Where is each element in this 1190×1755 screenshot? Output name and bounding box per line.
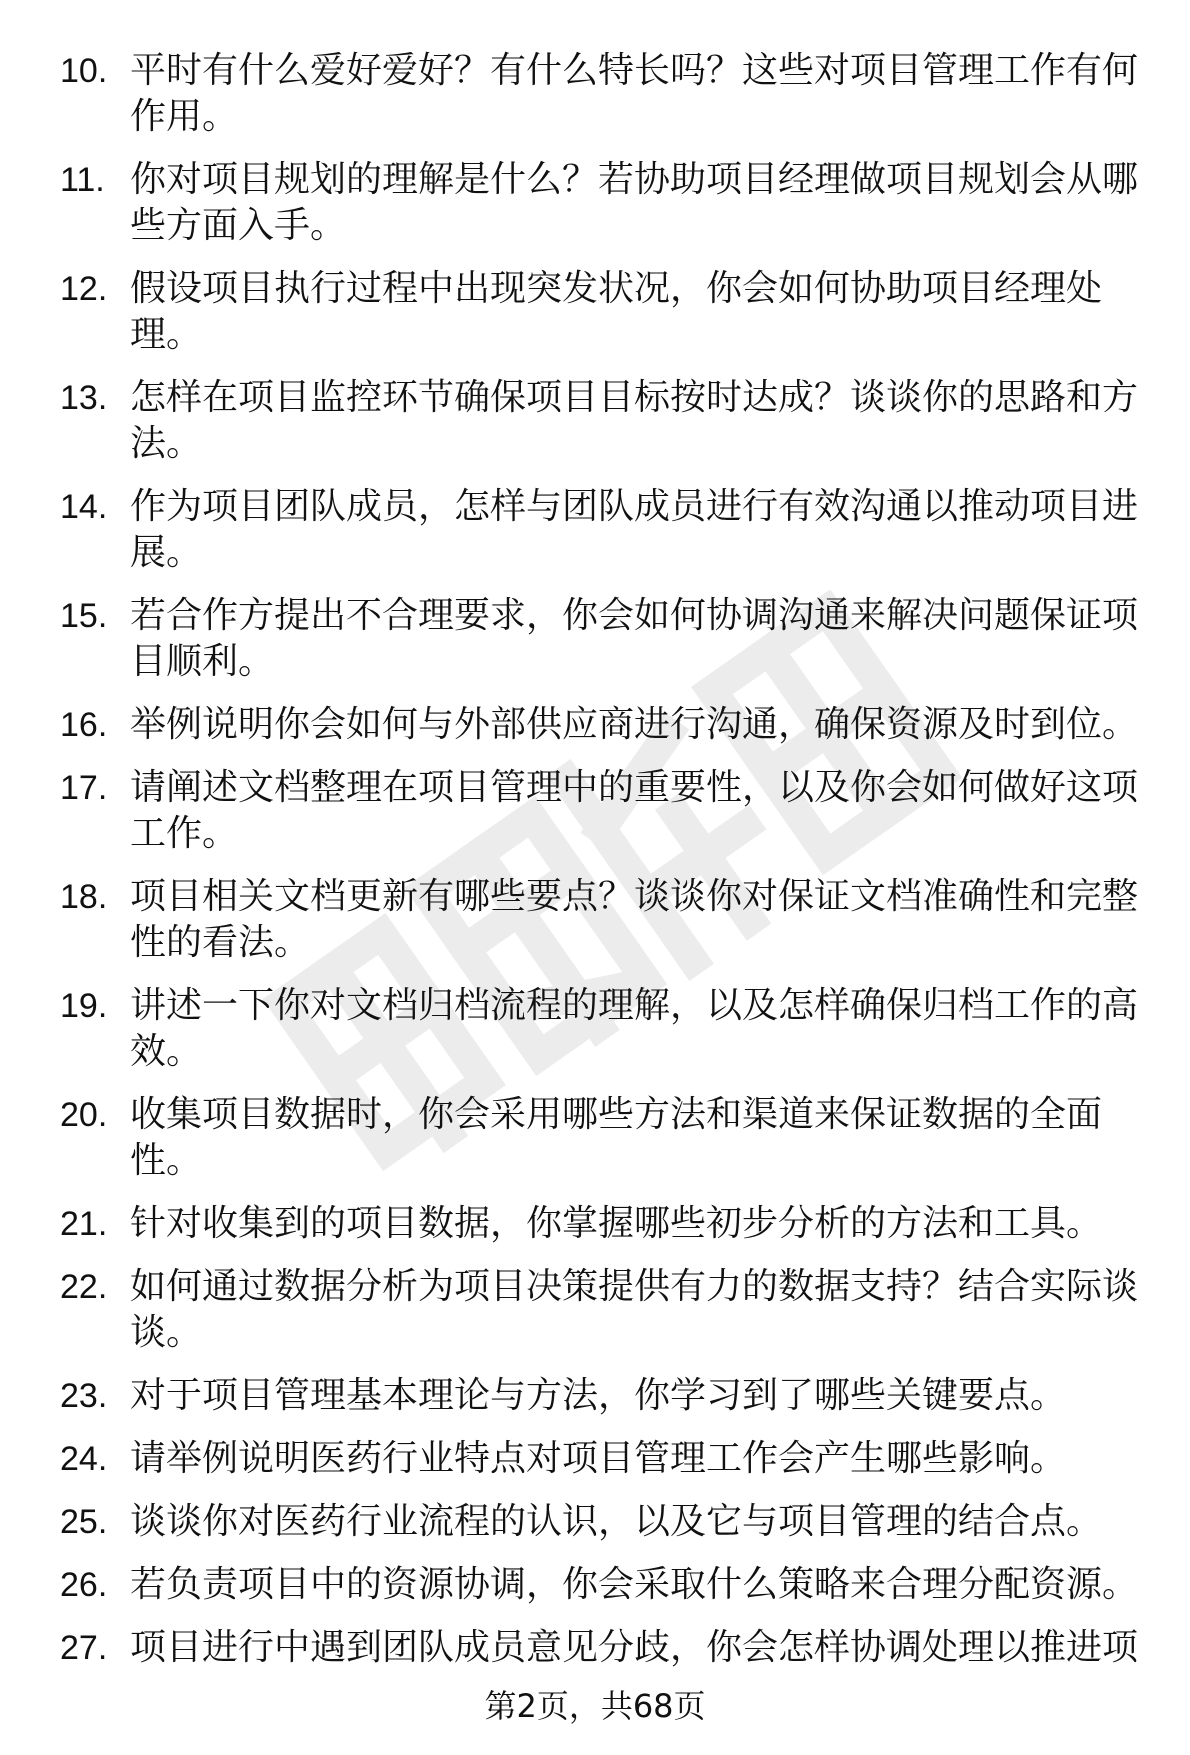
question-text: 若合作方提出不合理要求，你会如何协调沟通来解决问题保证项目顺利。 (130, 595, 1139, 682)
question-text: 请举例说明医药行业特点对项目管理工作会产生哪些影响。 (130, 1438, 1067, 1479)
question-number: 16. (60, 706, 108, 744)
question-text: 举例说明你会如何与外部供应商进行沟通，确保资源及时到位。 (130, 704, 1139, 745)
question-number: 25. (60, 1503, 108, 1541)
list-item (0, 765, 1190, 857)
list-item (0, 484, 1190, 576)
question-text: 若负责项目中的资源协调，你会采取什么策略来合理分配资源。 (130, 1564, 1139, 1605)
question-number: 26. (60, 1566, 108, 1604)
question-number: 18. (60, 878, 108, 916)
list-item (0, 874, 1190, 966)
list-item (0, 157, 1190, 249)
page-footer: 第2页，共68页 (484, 1687, 706, 1725)
question-number: 27. (60, 1629, 108, 1667)
question-number: 10. (60, 52, 108, 90)
question-text: 平时有什么爱好爱好？有什么特长吗？这些对项目管理工作有何作用。 (130, 50, 1139, 137)
list-item (0, 702, 1190, 748)
question-number: 14. (60, 488, 108, 526)
question-number: 17. (60, 769, 108, 807)
list-item (0, 1264, 1190, 1356)
list-item (0, 593, 1190, 685)
question-number: 11. (60, 161, 105, 199)
question-text: 怎样在项目监控环节确保项目目标按时达成？谈谈你的思路和方法。 (130, 377, 1139, 464)
question-text: 讲述一下你对文档归档流程的理解，以及怎样确保归档工作的高效。 (130, 985, 1139, 1072)
question-text: 如何通过数据分析为项目决策提供有力的数据支持？结合实际谈谈。 (130, 1266, 1139, 1353)
question-number: 20. (60, 1096, 108, 1134)
list-item (0, 983, 1190, 1075)
question-number: 23. (60, 1377, 108, 1415)
question-text: 作为项目团队成员，怎样与团队成员进行有效沟通以推动项目进展。 (130, 486, 1139, 573)
list-item (0, 1092, 1190, 1184)
question-text: 项目相关文档更新有哪些要点？谈谈你对保证文档准确性和完整性的看法。 (130, 876, 1139, 963)
question-text: 请阐述文档整理在项目管理中的重要性，以及你会如何做好这项工作。 (130, 767, 1139, 854)
question-number: 12. (60, 270, 108, 308)
question-number: 24. (60, 1440, 108, 1478)
list-item (0, 1562, 1190, 1608)
question-number: 19. (60, 987, 108, 1025)
question-text: 针对收集到的项目数据，你掌握哪些初步分析的方法和工具。 (130, 1203, 1103, 1244)
question-number: 21. (60, 1205, 108, 1243)
question-list (0, 48, 1190, 1688)
question-number: 22. (60, 1268, 108, 1306)
list-item (0, 266, 1190, 358)
question-text: 项目进行中遇到团队成员意见分歧，你会怎样协调处理以推进项 (130, 1627, 1139, 1668)
list-item (0, 1373, 1190, 1419)
question-text: 对于项目管理基本理论与方法，你学习到了哪些关键要点。 (130, 1375, 1067, 1416)
list-item (0, 1201, 1190, 1247)
question-number: 15. (60, 597, 108, 635)
question-text: 假设项目执行过程中出现突发状况，你会如何协助项目经理处理。 (130, 268, 1103, 355)
question-number: 13. (60, 379, 108, 417)
list-item (0, 375, 1190, 467)
list-item (0, 1625, 1190, 1671)
question-text: 收集项目数据时，你会采用哪些方法和渠道来保证数据的全面性。 (130, 1094, 1103, 1181)
question-text: 谈谈你对医药行业流程的认识，以及它与项目管理的结合点。 (130, 1501, 1103, 1542)
question-text: 你对项目规划的理解是什么？若协助项目经理做项目规划会从哪些方面入手。 (130, 159, 1139, 246)
list-item (0, 1499, 1190, 1545)
list-item (0, 48, 1190, 140)
list-item (0, 1436, 1190, 1482)
